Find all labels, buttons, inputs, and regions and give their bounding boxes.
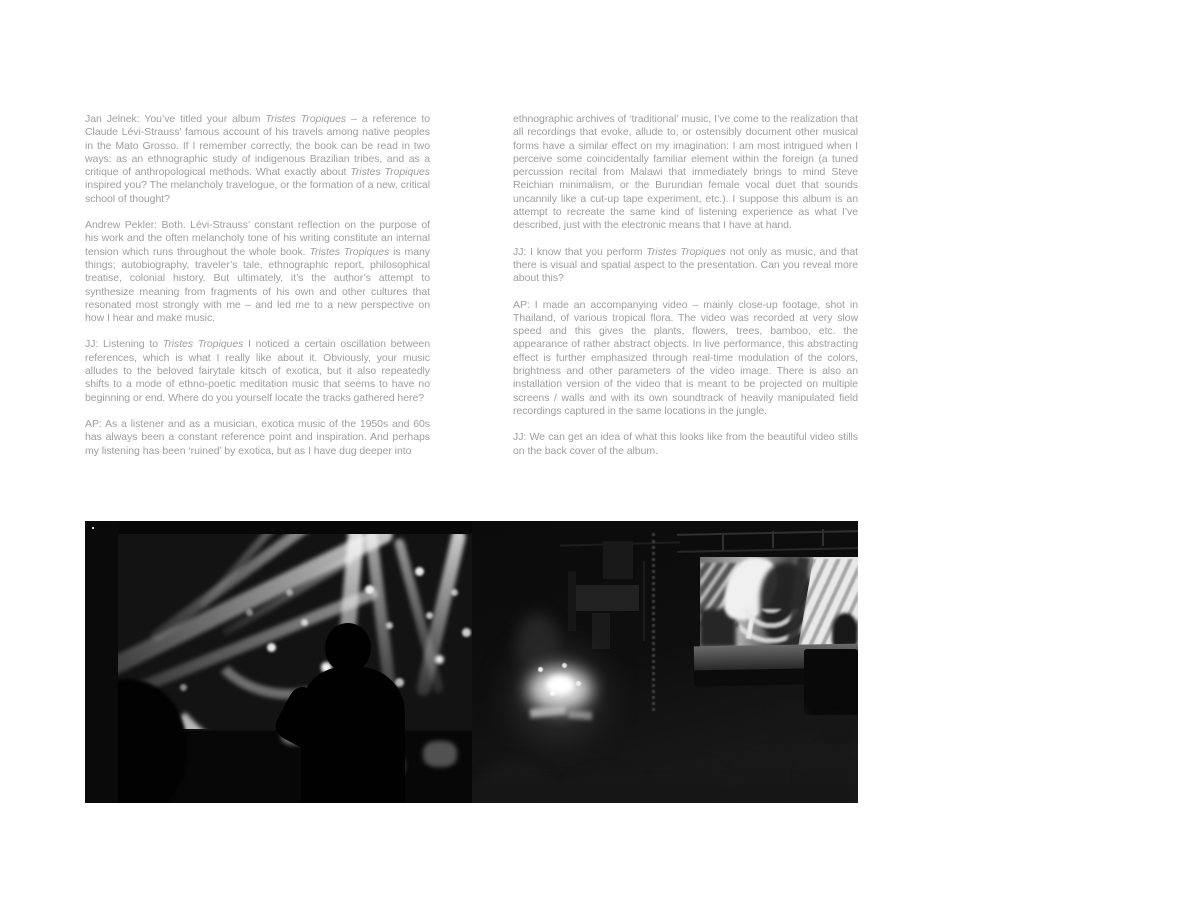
table-glow-core [546, 675, 574, 695]
album-title-text: Tristes Tropiques [350, 166, 430, 179]
gear-sparkles [472, 521, 477, 526]
wall-ledge [573, 585, 639, 611]
body-text: JJ: We can get an idea of what this looks like from the beautiful video stills on the back cover of the album. [513, 431, 858, 457]
paragraph [513, 431, 858, 458]
performer-figure [516, 613, 560, 675]
truss-brace [772, 531, 774, 548]
body-text: Andrew Pekler: Both. Lévi-Strauss’ constant reflection on the purpose of his work and the often melancholy tone of his writing constitute an internal tension which runs throughout the whole book. [85, 219, 430, 258]
equipment-glint [423, 741, 457, 767]
album-title-text: Tristes Tropiques [646, 245, 726, 258]
bokeh-dots [118, 534, 125, 541]
stage-monitor-box [804, 649, 858, 715]
paragraph [85, 418, 430, 458]
body-text: Jan Jelnek: You’ve titled your album [85, 113, 266, 125]
paragraph [85, 338, 430, 404]
body-text: AP: I made an accompanying video – mainly close-up footage, shot in Thailand, of various tropical flora. The video was recorded at very slow speed and this gives the plants, flowers, trees, bamboo, etc. the appearance of rather abstract objects. In live performance, this abstracting effect is further emphasized through real-time modulation of the colors, brightness and other parameters of the video image. There is also an installation version of the video that is meant to be projected on multiple screens / walls and with its own soundtrack of heavily manipulated field recordings captured in the same locations in the jungle. [513, 298, 858, 417]
body-text: inspired you? The melancholy travelogue, or the formation of a new, critical school of thought? [85, 179, 430, 205]
performer-head-silhouette [325, 623, 371, 673]
body-text: JJ: I know that you perform [513, 245, 647, 258]
album-title-text: Tristes Tropiques [162, 338, 244, 351]
body-text: not only as music, and that there is visual and spatial aspect to the presentation. Can you reveal more about this? [513, 245, 859, 285]
body-text: ethnographic archives of ‘traditional’ music, I’ve come to the realization that all recordings that evoke, allude to, or ostensibly document other musical forms have a similar effect on my imagination: I am most intrigued when I perceive some coincidentally familiar element within the foreign (a tuned percussion recital from Malawi that immediately brings to mind Steve Reichian minimalism, or the Burundian female vocal duet that sounds uncannily like a cut-up tape experiment, etc.). I suppose this album is an attempt to recreate the same kind of listening experience as what I’ve described, just with the electronic means that I have at hand. [513, 113, 858, 232]
performance-projection-photo [85, 521, 472, 803]
hanging-chain [652, 533, 655, 711]
photo-edge-shadow [85, 521, 118, 803]
dust-speck [92, 527, 94, 529]
venue-stage-photo [472, 521, 858, 803]
stage-projection-screen [700, 557, 858, 647]
plant-silhouette [832, 613, 858, 647]
body-text: is many things; autobiography, traveler’s tale, ethnographic report, philosophical treatise, colonial history. But ultimately, it’s the author’s attempt to synthesize meaning from fragments of his own and other cultures that resonated most strongly with me – and led me to a new perspective on how I hear and make music. [85, 245, 430, 325]
paragraph [85, 113, 430, 206]
article-column-left [85, 113, 430, 471]
paragraph [513, 246, 858, 286]
ceiling-truss [677, 530, 858, 536]
body-text: I noticed a certain oscillation between references, which is what I really like about it. Obviously, your music alludes to the beloved fairytale kitsch of exotica, but it also repeatedly shifts to a mode of ethno-poetic meditation music that seems to have no beginning or end. Where do you yourself locate the tracks gathered here? [85, 338, 430, 404]
performer-torso-silhouette [301, 667, 405, 803]
album-title-text: Tristes Tropiques [265, 113, 347, 125]
wall-speaker [603, 541, 633, 579]
wall-post [592, 613, 610, 649]
audience-head-silhouette [820, 717, 856, 745]
paragraph [513, 299, 858, 419]
wall-shadow [568, 571, 576, 631]
rigging-pole [643, 561, 645, 641]
ceiling-truss [677, 547, 858, 553]
truss-brace [722, 533, 724, 550]
body-text: – a reference to Claude Lévi-Strauss’ famous account of his travels among native peoples in the Mato Grosso. If I remember correctly, the book can be read in two ways: as an ethnographic study of indigenous Brazilian tribes, and as a critique of anthropological methods. What exactly about [85, 113, 430, 179]
audience-mass [472, 783, 858, 803]
paragraph [85, 219, 430, 325]
album-title-text: Tristes Tropiques [309, 245, 390, 258]
body-text: AP: As a listener and as a musician, exotica music of the 1950s and 60s has always been a constant reference point and inspiration. And perhaps my listening has been ‘ruined’ by exotica, but as I have dug deeper into [85, 417, 430, 457]
truss-brace [822, 529, 824, 546]
body-text: JJ: Listening to [85, 338, 163, 351]
audience-head-silhouette [770, 703, 808, 733]
paragraph [513, 113, 858, 233]
article-column-right [513, 113, 858, 471]
